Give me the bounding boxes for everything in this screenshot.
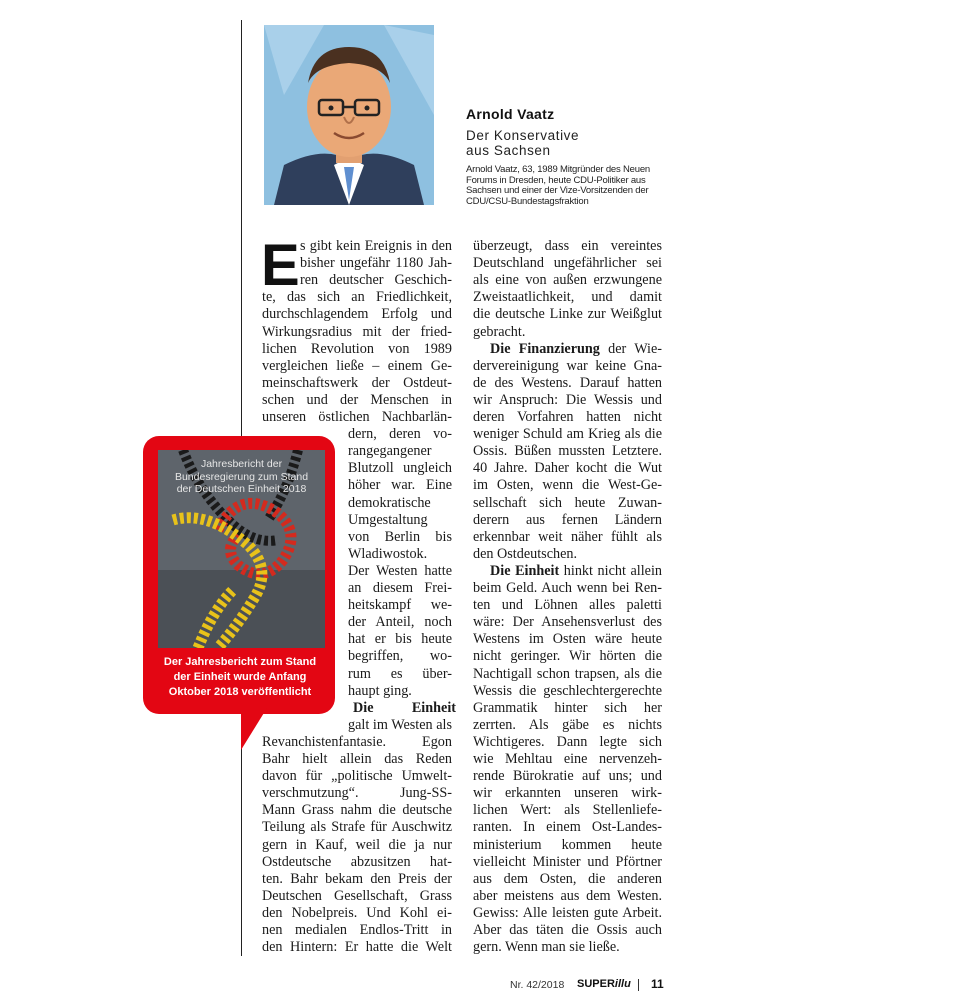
article-line: derern aus fernen Ländern bbox=[473, 511, 662, 528]
article-line: ministerium kommen heute bbox=[473, 836, 662, 853]
article-line: 40 Jahre. Daher kocht die Wut bbox=[473, 460, 662, 477]
magazine-logo bbox=[577, 978, 631, 990]
article-line: begriffen, wo- bbox=[348, 648, 452, 665]
article-line: hat er bis heute bbox=[348, 631, 452, 648]
article-line: Zweistaatlichkeit, und damit bbox=[473, 289, 662, 306]
article-line: lichen Wert: als Stellenliefe- bbox=[473, 802, 662, 819]
article-line: meinschaftswerk der Ostdeut- bbox=[262, 374, 452, 391]
article-line: Wessis die geschlechtergerechte bbox=[473, 682, 662, 699]
author-portrait bbox=[264, 25, 434, 205]
article-line: Umgestaltung bbox=[348, 511, 428, 528]
drop-cap: E bbox=[261, 233, 300, 298]
article-line: rum es über- bbox=[348, 665, 452, 682]
author-subtitle-line: aus Sachsen bbox=[466, 143, 551, 158]
page-number: 11 bbox=[651, 977, 664, 991]
author-subtitle bbox=[466, 128, 666, 158]
article-line: Gewiss: Alle leisten gute Arbeit. bbox=[473, 904, 662, 921]
logo-super: SUPER bbox=[577, 978, 615, 990]
article-line: zerrten. Als gäbe es nichts bbox=[473, 716, 662, 733]
callout-caption bbox=[148, 655, 332, 700]
article-line: nen medialen Endlos-Tritt in bbox=[262, 922, 452, 938]
article-line: wäre: Der Ansehensverlust des bbox=[473, 614, 662, 631]
article-line: dern, deren vo- bbox=[348, 426, 452, 443]
article-line: galt im Westen als bbox=[348, 716, 452, 733]
article-line: weniger Schuld am Krieg als die bbox=[473, 426, 662, 443]
article-line: wir Anspruch: Die Wessis und bbox=[473, 391, 662, 408]
article-line: ren deutscher Geschich- bbox=[300, 272, 452, 289]
article-line: Bahr hielt allein das Reden bbox=[262, 751, 452, 767]
article-line: aus dem Osten, die anderen bbox=[473, 870, 662, 887]
article-line: den Ostdeutschen. bbox=[473, 545, 578, 562]
article-line: heitskampf we- bbox=[348, 597, 452, 614]
cover-title bbox=[158, 458, 325, 496]
article-line: die deutsche Linke zur Weißglut bbox=[473, 306, 662, 323]
article-line: gebracht. bbox=[473, 323, 526, 340]
article-line: davon für „politische Umwelt- bbox=[262, 768, 452, 785]
author-bio bbox=[466, 165, 666, 207]
article-line: Wichtigeres. Dann legte sich bbox=[473, 733, 662, 750]
article-line: verschmutzung“. Jung-SS- bbox=[262, 785, 452, 802]
article-line: demokratische bbox=[348, 494, 431, 511]
article-line: haupt ging. bbox=[348, 682, 412, 699]
article-line: dervereinigung war keine Gna- bbox=[473, 357, 662, 374]
article-line: der Anteil, noch bbox=[348, 614, 452, 631]
article-line: vergleichen ließe – einem Ge- bbox=[262, 357, 452, 374]
article-line: Ostdeutsche abzusitzen hat- bbox=[262, 853, 452, 870]
article-line: rende Bürokratie auf uns; und bbox=[473, 768, 662, 785]
article-line: Wirkungsradius mit der fried- bbox=[262, 323, 452, 340]
portrait-illustration bbox=[264, 25, 434, 205]
article-line: von Berlin bis bbox=[348, 528, 452, 545]
article-line: gern in Kauf, weil die ja nur bbox=[262, 836, 452, 853]
article-line: Der Westen hatte bbox=[348, 562, 452, 579]
article-line: aber meistens aus dem Westen. bbox=[473, 887, 662, 904]
article-line: schen und der Menschen in bbox=[262, 391, 452, 408]
article-line: gern. Wenn man sie ließe. bbox=[473, 939, 620, 956]
article-line: den Nobelpreis. Und Kohl ei- bbox=[262, 904, 452, 921]
issue-number: Nr. 42/2018 bbox=[510, 979, 565, 991]
article-line: Westens im Osten wäre heute bbox=[473, 631, 662, 648]
article-line: Deutschland ungefährlicher sei bbox=[473, 255, 662, 272]
author-info bbox=[466, 106, 666, 207]
cover-title-line: der Deutschen Einheit 2018 bbox=[176, 483, 307, 495]
cover-title-line: Bundesregierung zum Stand bbox=[174, 470, 309, 483]
article-line: Mann Grass nahm die deutsche bbox=[262, 802, 452, 819]
article-line: rangegangener bbox=[348, 443, 432, 460]
author-name: Arnold Vaatz bbox=[466, 106, 555, 122]
article-line: vielleicht Minister und Pförtner bbox=[473, 853, 662, 870]
article-line: Teilung als Strafe für Auschwitz bbox=[262, 819, 452, 836]
article-line: Aber das täten die Ossis auch bbox=[473, 922, 662, 938]
caption-line: Der Jahresbericht zum Stand bbox=[163, 656, 317, 668]
article-line: Blutzoll ungleich bbox=[348, 460, 452, 477]
report-cover-image bbox=[158, 450, 325, 648]
article-line: Ossis. Büßen mussten Letztere. bbox=[473, 443, 662, 460]
author-bio-line: Arnold Vaatz, 63, 1989 Mitgründer des Neuen bbox=[466, 164, 650, 175]
cover-title-line: Jahresbericht der bbox=[200, 458, 283, 470]
article-line: im Osten, wenn die West-Ge- bbox=[473, 477, 662, 494]
author-bio-line: Forums in Dresden, heute CDU-Politiker aus bbox=[466, 174, 646, 186]
article-line: höher war. Eine bbox=[348, 477, 452, 494]
article-line: unseren östlichen Nachbarlän- bbox=[262, 409, 452, 425]
article-line: durchschlagendem Erfolg und bbox=[262, 306, 452, 323]
article-line: ten. Bahr bekam den Preis der bbox=[262, 870, 452, 887]
article-line: Revanchistenfantasie. Egon bbox=[262, 733, 452, 750]
article-line: de des Westens. Darauf hatten bbox=[473, 374, 662, 391]
article-line: als eine von außen erzwungene bbox=[473, 272, 662, 289]
article-line: sellschaft sich heute Zuwan- bbox=[473, 494, 662, 511]
footer-separator bbox=[638, 979, 639, 991]
run-in-heading: Die Einheit bbox=[353, 699, 456, 716]
article-line: lichen Revolution von 1989 bbox=[262, 340, 452, 357]
article-line: überzeugt, dass ein vereintes bbox=[473, 238, 662, 254]
article-line: ranten. In einem Ost-Landes- bbox=[473, 819, 662, 836]
article-line: den Hintern: Er hatte die Welt bbox=[262, 939, 452, 956]
run-in-heading: Die Finanzierung bbox=[490, 340, 600, 357]
article-line bbox=[349, 700, 456, 717]
article-line: Die Finanzierung der Wie- bbox=[490, 340, 662, 357]
article-line: wie Mehltau eine nervenzeh- bbox=[473, 751, 662, 767]
logo-illu: illu bbox=[614, 978, 631, 990]
callout-tail bbox=[241, 708, 267, 750]
article-line: bisher ungefähr 1180 Jah- bbox=[300, 255, 452, 272]
article-line: nicht geringer. Wir hörten die bbox=[473, 648, 662, 665]
run-in-heading: Die Einheit bbox=[490, 562, 560, 579]
author-bio-line: CDU/CSU-Bundestagsfraktion bbox=[466, 195, 589, 207]
article-line: te, das sich an Friedlichkeit, bbox=[262, 289, 452, 306]
article-line: Deutschen Gesellschaft, Grass bbox=[262, 887, 452, 904]
article-line: Nachtigall schon trapsen, als die bbox=[473, 665, 662, 682]
article-line: ten und Löhnen alles paletti bbox=[473, 597, 662, 614]
article-line: s gibt kein Ereignis in den bbox=[300, 238, 452, 254]
author-subtitle-line: Der Konservative bbox=[466, 128, 580, 143]
article-line: Die Einheit hinkt nicht allein bbox=[490, 562, 662, 579]
article-line: deren Vorfahren hatten nicht bbox=[473, 409, 662, 425]
caption-line: der Einheit wurde Anfang bbox=[173, 671, 307, 683]
article-line: Grammatik hinter sich her bbox=[473, 699, 662, 716]
author-bio-line: Sachsen und einer der Vize-Vorsitzenden der bbox=[466, 185, 649, 196]
article-line: Wladiwostok. bbox=[348, 545, 428, 562]
caption-line: Oktober 2018 veröffentlicht bbox=[168, 686, 312, 698]
article-line: an diesem Frei- bbox=[348, 580, 452, 596]
article-line: wir erkannten unseren wirk- bbox=[473, 785, 662, 802]
article-line: erkennbar weit näher fühlt als bbox=[473, 528, 662, 545]
article-line: beim Geld. Auch wenn bei Ren- bbox=[473, 580, 662, 596]
